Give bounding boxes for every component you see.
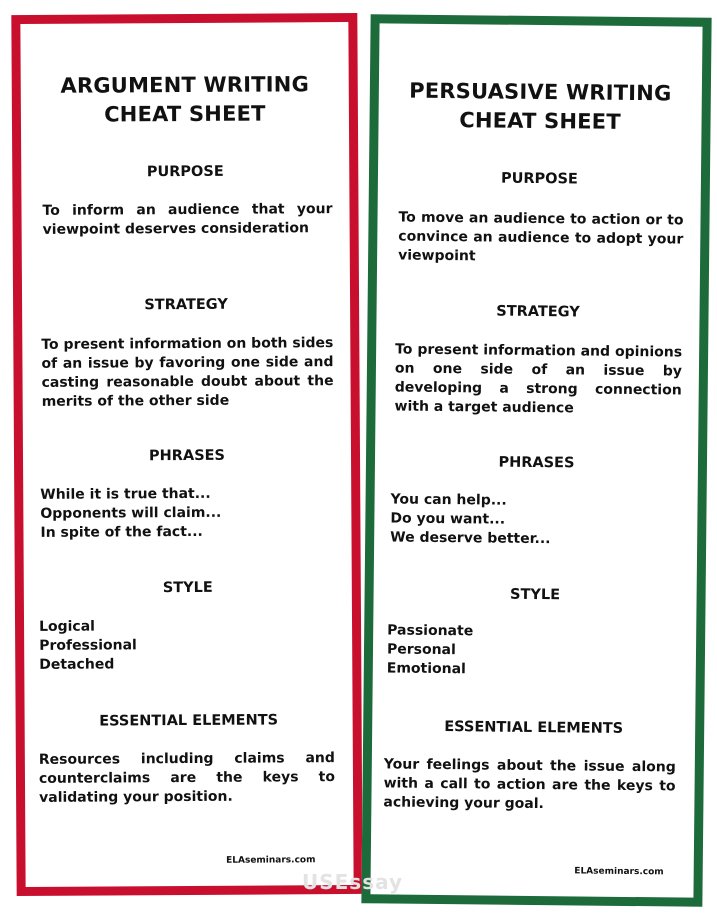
card-title (21, 70, 349, 130)
strategy-text: To present information and opinions on one side of an issue by developing a strong connection with a target audience (394, 341, 683, 417)
card-title (378, 76, 702, 137)
purpose-heading: PURPOSE (146, 163, 224, 181)
style-item: Emotional (386, 660, 466, 678)
style-item: Professional (39, 637, 137, 654)
footer-site: ELAseminars.com (226, 855, 316, 866)
phrase-item: Do you want... (390, 510, 506, 528)
style-heading: STYLE (162, 579, 213, 597)
purpose-text: To move an audience to action or to convince an audience to adopt your viewpoint (398, 209, 684, 265)
strategy-text: To present information on both sides of an issue by favoring one side and casting reasonable doubt about the merits of the other side (41, 335, 334, 410)
phrase-item: We deserve better... (390, 529, 551, 548)
purpose-heading: PURPOSE (500, 170, 578, 188)
strategy-heading: STRATEGY (144, 296, 228, 314)
purpose-text: To inform an audience that your viewpoint deserves consideration (42, 201, 333, 238)
phrase-item: While it is true that... (40, 485, 211, 503)
style-item: Detached (39, 656, 115, 673)
style-list (387, 621, 474, 679)
phrases-heading: PHRASES (148, 447, 226, 465)
title-line-2: CHEAT SHEET (459, 108, 621, 134)
style-heading: STYLE (510, 586, 561, 604)
style-item: Personal (386, 641, 456, 659)
watermark-text: USEssay (302, 870, 404, 894)
phrase-item: You can help... (390, 491, 507, 509)
style-item: Passionate (387, 622, 474, 640)
style-list (39, 617, 137, 675)
phrases-list (40, 485, 221, 543)
essential-elements-text: Resources including claims and counterclaims are the keys to validating your position. (38, 750, 336, 806)
phrase-item: In spite of the fact... (40, 523, 203, 541)
footer-site: ELAseminars.com (574, 866, 664, 878)
argument-writing-card (11, 13, 362, 896)
strategy-heading: STRATEGY (496, 303, 580, 321)
title-line-1: PERSUASIVE WRITING (409, 78, 672, 106)
essential-elements-text: Your feelings about the issue along with a call to action are the keys to achieving your goal. (383, 756, 676, 813)
style-item: Logical (39, 618, 96, 635)
phrases-list (390, 490, 551, 549)
title-line-1: ARGUMENT WRITING (60, 72, 310, 98)
phrases-heading: PHRASES (498, 454, 575, 472)
essential-elements-heading: ESSENTIAL ELEMENTS (444, 719, 624, 737)
phrase-item: Opponents will claim... (40, 504, 222, 522)
essential-elements-heading: ESSENTIAL ELEMENTS (99, 712, 279, 730)
title-line-2: CHEAT SHEET (104, 101, 266, 127)
persuasive-writing-card (361, 14, 711, 907)
